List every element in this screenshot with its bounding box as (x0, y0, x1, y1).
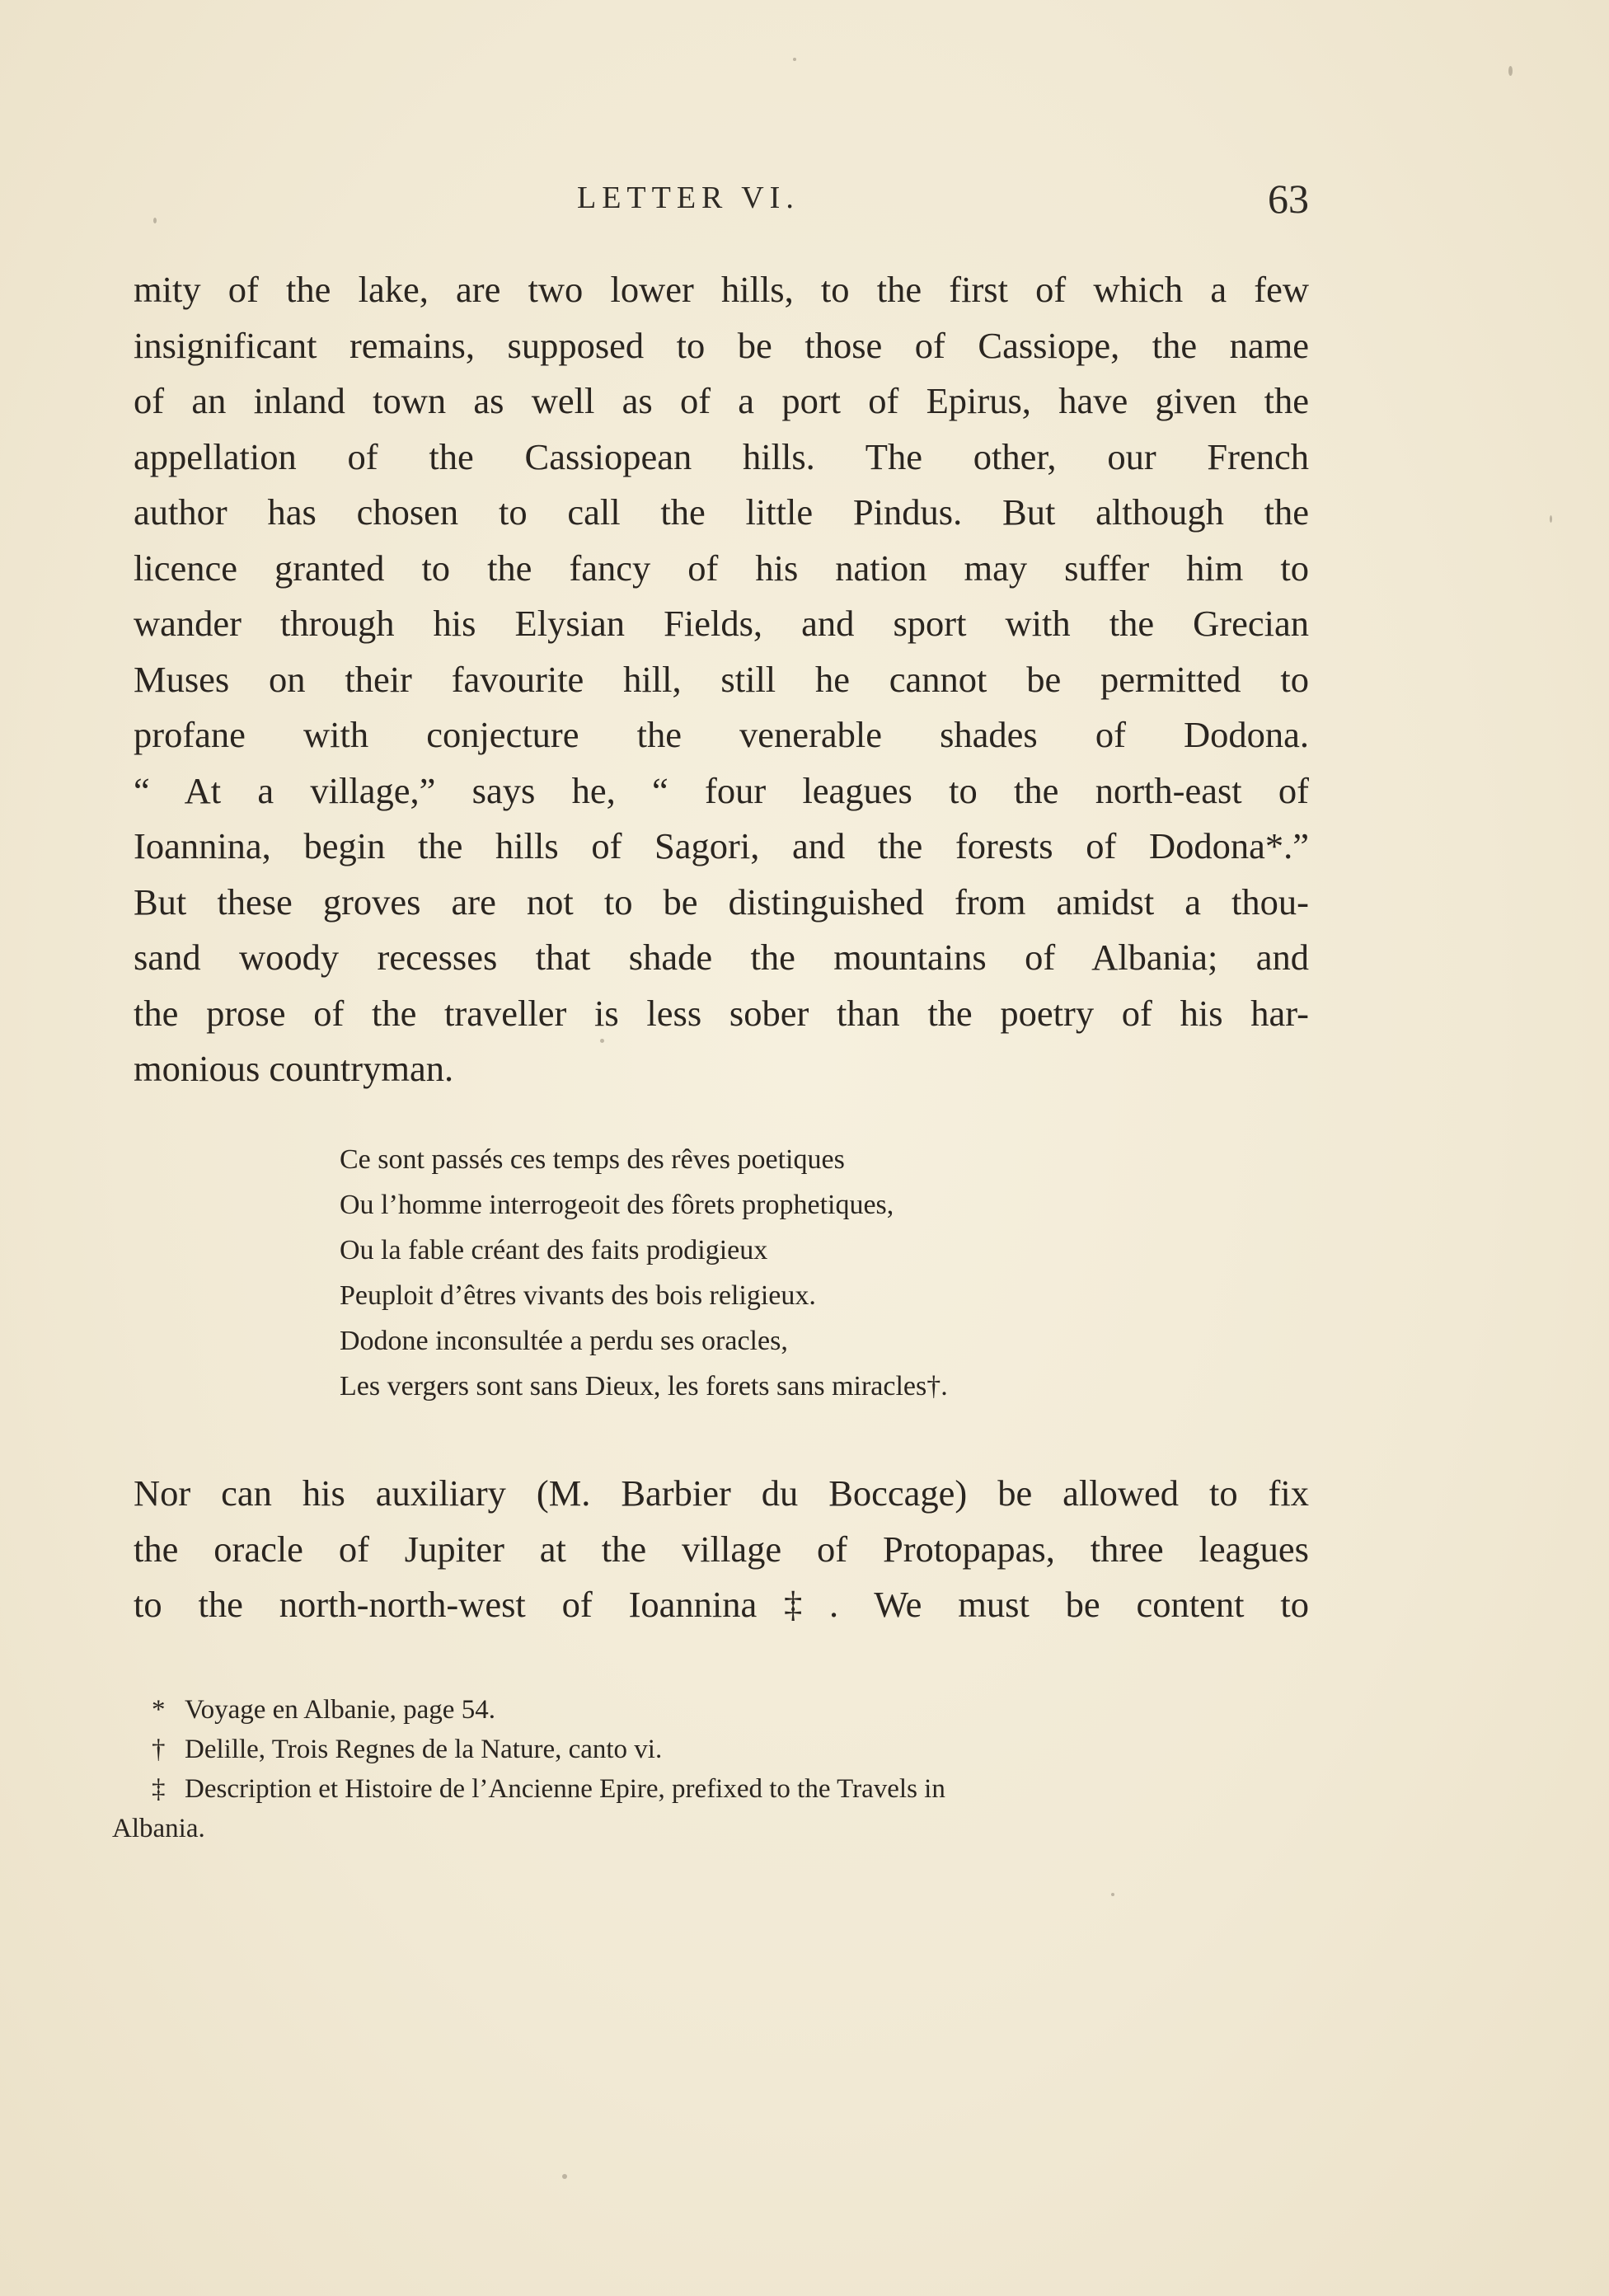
verse-line: Peuploit d’êtres vivants des bois religieux. (340, 1280, 816, 1311)
text-line: Ioannina, begin the hills of Sagori, and the forests of Dodona*.” (134, 825, 1309, 866)
text-line: wander through his Elysian Fields, and sport with the Grecian (134, 603, 1309, 644)
paper-speck (153, 218, 157, 223)
verse-line: Ou l’homme interrogeoit des fôrets prophetiques, (340, 1190, 894, 1220)
text-line: the prose of the traveller is less sober than the poetry of his har- (134, 992, 1309, 1034)
text-line: Muses on their favourite hill, still he cannot be permitted to (134, 658, 1309, 700)
verse-line: Les vergers sont sans Dieux, les forets sans miracles†. (340, 1371, 948, 1402)
text-line: sand woody recesses that shade the mountains of Albania; and (134, 937, 1309, 978)
text-line: the oracle of Jupiter at the village of Protopapas, three leagues (134, 1528, 1309, 1570)
text-line: insignificant remains, supposed to be those of Cassiope, the name (134, 324, 1309, 366)
verse-line: Ou la fable créant des faits prodigieux (340, 1235, 768, 1265)
running-head (0, 175, 1609, 224)
text-line: appellation of the Cassiopean hills. The other, our French (134, 435, 1309, 477)
verse-line: Dodone inconsultée a perdu ses oracles, (340, 1326, 788, 1356)
text-line: of an inland town as well as of a port of Epirus, have given the (134, 380, 1309, 421)
paragraph-1 (134, 262, 1309, 1097)
footnote-1 (112, 1690, 1309, 1730)
text-line: monious countryman. (134, 1048, 454, 1089)
paragraph-2 (134, 1466, 1309, 1633)
footnote-3 (112, 1769, 1309, 1809)
french-verse-quotation (340, 1137, 948, 1409)
text-line: Nor can his auxiliary (M. Barbier du Boccage) be allowed to fix (134, 1472, 1309, 1514)
footnote-text: Delille, Trois Regnes de la Nature, canto vi. (185, 1735, 663, 1764)
footnote-text: Voyage en Albanie, page 54. (185, 1695, 495, 1725)
text-line: licence granted to the fancy of his nation may suffer him to (134, 547, 1309, 589)
text-line: to the north-north-west of Ioannina‡. We must be content to (134, 1584, 1309, 1625)
text-line: mity of the lake, are two lower hills, to the first of which a few (134, 269, 1309, 310)
paper-speck (1550, 515, 1552, 523)
footnote-mark: * (152, 1695, 166, 1725)
text-line: author has chosen to call the little Pindus. But although the (134, 491, 1309, 533)
footnote-2 (112, 1730, 1309, 1769)
footnote-3-continuation: Albania. (112, 1814, 205, 1843)
text-line: profane with conjecture the venerable shades of Dodona. (134, 714, 1309, 755)
paper-speck (1111, 1893, 1114, 1896)
footnote-mark: † (152, 1735, 166, 1764)
footnote-mark: ‡ (152, 1774, 166, 1804)
paper-speck (562, 2174, 567, 2179)
footnote-text: Description et Histoire de l’Ancienne Epire, prefixed to the Travels in (185, 1774, 945, 1804)
text-line: But these groves are not to be distinguished from amidst a thou- (134, 880, 1309, 923)
verse-line: Ce sont passés ces temps des rêves poetiques (340, 1144, 845, 1175)
footnotes (112, 1690, 1309, 1848)
running-title: LETTER VI. (577, 181, 800, 215)
paper-speck (793, 58, 796, 61)
paper-speck (1508, 66, 1513, 76)
page-number: 63 (1268, 176, 1309, 222)
text-line: “ At a village,” says he, “ four leagues to the north-east of (134, 769, 1309, 811)
paper-speck (600, 1039, 604, 1043)
